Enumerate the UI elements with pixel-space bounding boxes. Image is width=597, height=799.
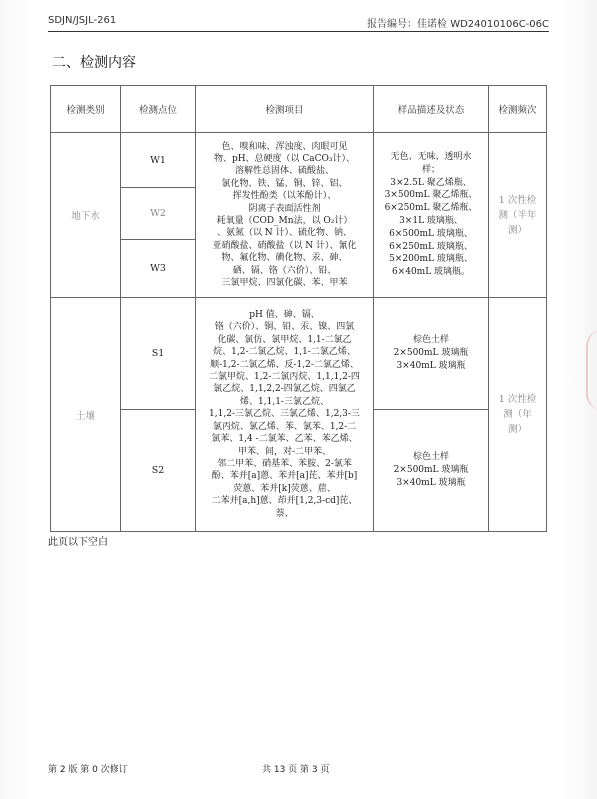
s1-sample-description: 棕色土样 2×500mL 玻璃瓶 3×40mL 玻璃瓶 xyxy=(374,298,489,410)
header-items: 检测项目 xyxy=(196,86,374,133)
header-category: 检测类别 xyxy=(51,86,121,133)
point-s1: S1 xyxy=(121,298,196,410)
groundwater-category: 地下水 xyxy=(51,133,121,298)
table-header-row xyxy=(51,86,547,133)
header-point: 检测点位 xyxy=(121,86,196,133)
section-title: 二、检测内容 xyxy=(52,55,136,71)
soil-frequency: 1 次性检 测（年 测） xyxy=(489,298,547,532)
testing-content-table xyxy=(50,85,547,532)
edition-info: 第 2 版 第 0 次修订 xyxy=(48,765,128,775)
header-frequency: 检测频次 xyxy=(489,86,547,133)
page-number: 共 13 页 第 3 页 xyxy=(262,765,330,775)
table-row xyxy=(51,133,547,188)
point-w1: W1 xyxy=(121,133,196,188)
groundwater-sample-description: 无色、无味、透明水 样； 3×2.5L 聚乙烯瓶、 3×500mL 聚乙烯瓶、 6×250mL 聚乙烯瓶、 3×1L 玻璃瓶、 6×500mL 玻璃瓶、 6×250mL 玻璃瓶、 5×200mL 玻璃瓶、 6×40mL 玻璃瓶。 xyxy=(374,133,489,298)
blank-below-note: 此页以下空白 xyxy=(48,537,108,548)
table-row xyxy=(51,298,547,410)
s2-sample-description: 棕色土样 2×500mL 玻璃瓶 3×40mL 玻璃瓶 xyxy=(374,410,489,532)
point-s2: S2 xyxy=(121,410,196,532)
point-w2: W2 xyxy=(121,188,196,240)
soil-category: 土壤 xyxy=(51,298,121,532)
seal-edge-mark xyxy=(586,330,597,410)
groundwater-items: 色、嗅和味、浑浊度、肉眼可见 物、pH、总硬度（以 CaCO₃计）、 溶解性总固体、硫酸盐、 氯化物、铁、锰、铜、锌、铝、 挥发性酚类（以苯酚计）、 阴离子表面活性剂 耗氧量（COD_Mn法，以 O₂计） 、氨氮（以 N 计）、硫化物、钠、 亚硝酸盐、硝酸盐（以 N 计）、氰化 物、氟化物、碘化物、汞、砷、 硒、镉、铬（六价）、铅、 三氯甲烷、四氯化碳、苯、甲苯 xyxy=(196,133,374,298)
soil-items: pH 值、砷、镉、 铬（六价）、铜、铅、汞、镍、四氯 化碳、氯仿、氯甲烷、1,1-二氯乙 烷、1,2-二氯乙烷、1,1-二氯乙烯、 顺-1,2-二氯乙烯、反-1,2-二氯乙烯、 二氯甲烷、1,2-二氯丙烷、1,1,1,2-四 氯乙烷、1,1,2,2-四氯乙烷、四氯乙 烯、1,1,1-三氯乙烷、 1,1,2-三氯乙烷、三氯乙烯、1,2,3-三 氯丙烷、氯乙烯、苯、氯苯、1,2-二 氯苯、1,4 -二氯苯、乙苯、苯乙烯、 甲苯、间，对-二甲苯、 邻二甲苯、硝基苯、苯胺、2-氯苯 酚、苯并[a]蒽、苯并[a]芘、苯并[b] 荧蒽、苯并[k]荧蒽、䓛、 二苯并[a,h]蒽、茚并[1,2,3-cd]芘、 萘、 xyxy=(196,298,374,532)
header-description: 样品描述及状态 xyxy=(374,86,489,133)
document-code: SDJN/JSJL-261 xyxy=(48,15,117,26)
report-number: 报告编号：佳诺检 WD24010106C-06C xyxy=(367,19,549,30)
groundwater-frequency: 1 次性检 测（半年 测） xyxy=(489,133,547,298)
point-w3: W3 xyxy=(121,240,196,298)
header-divider xyxy=(48,31,549,32)
